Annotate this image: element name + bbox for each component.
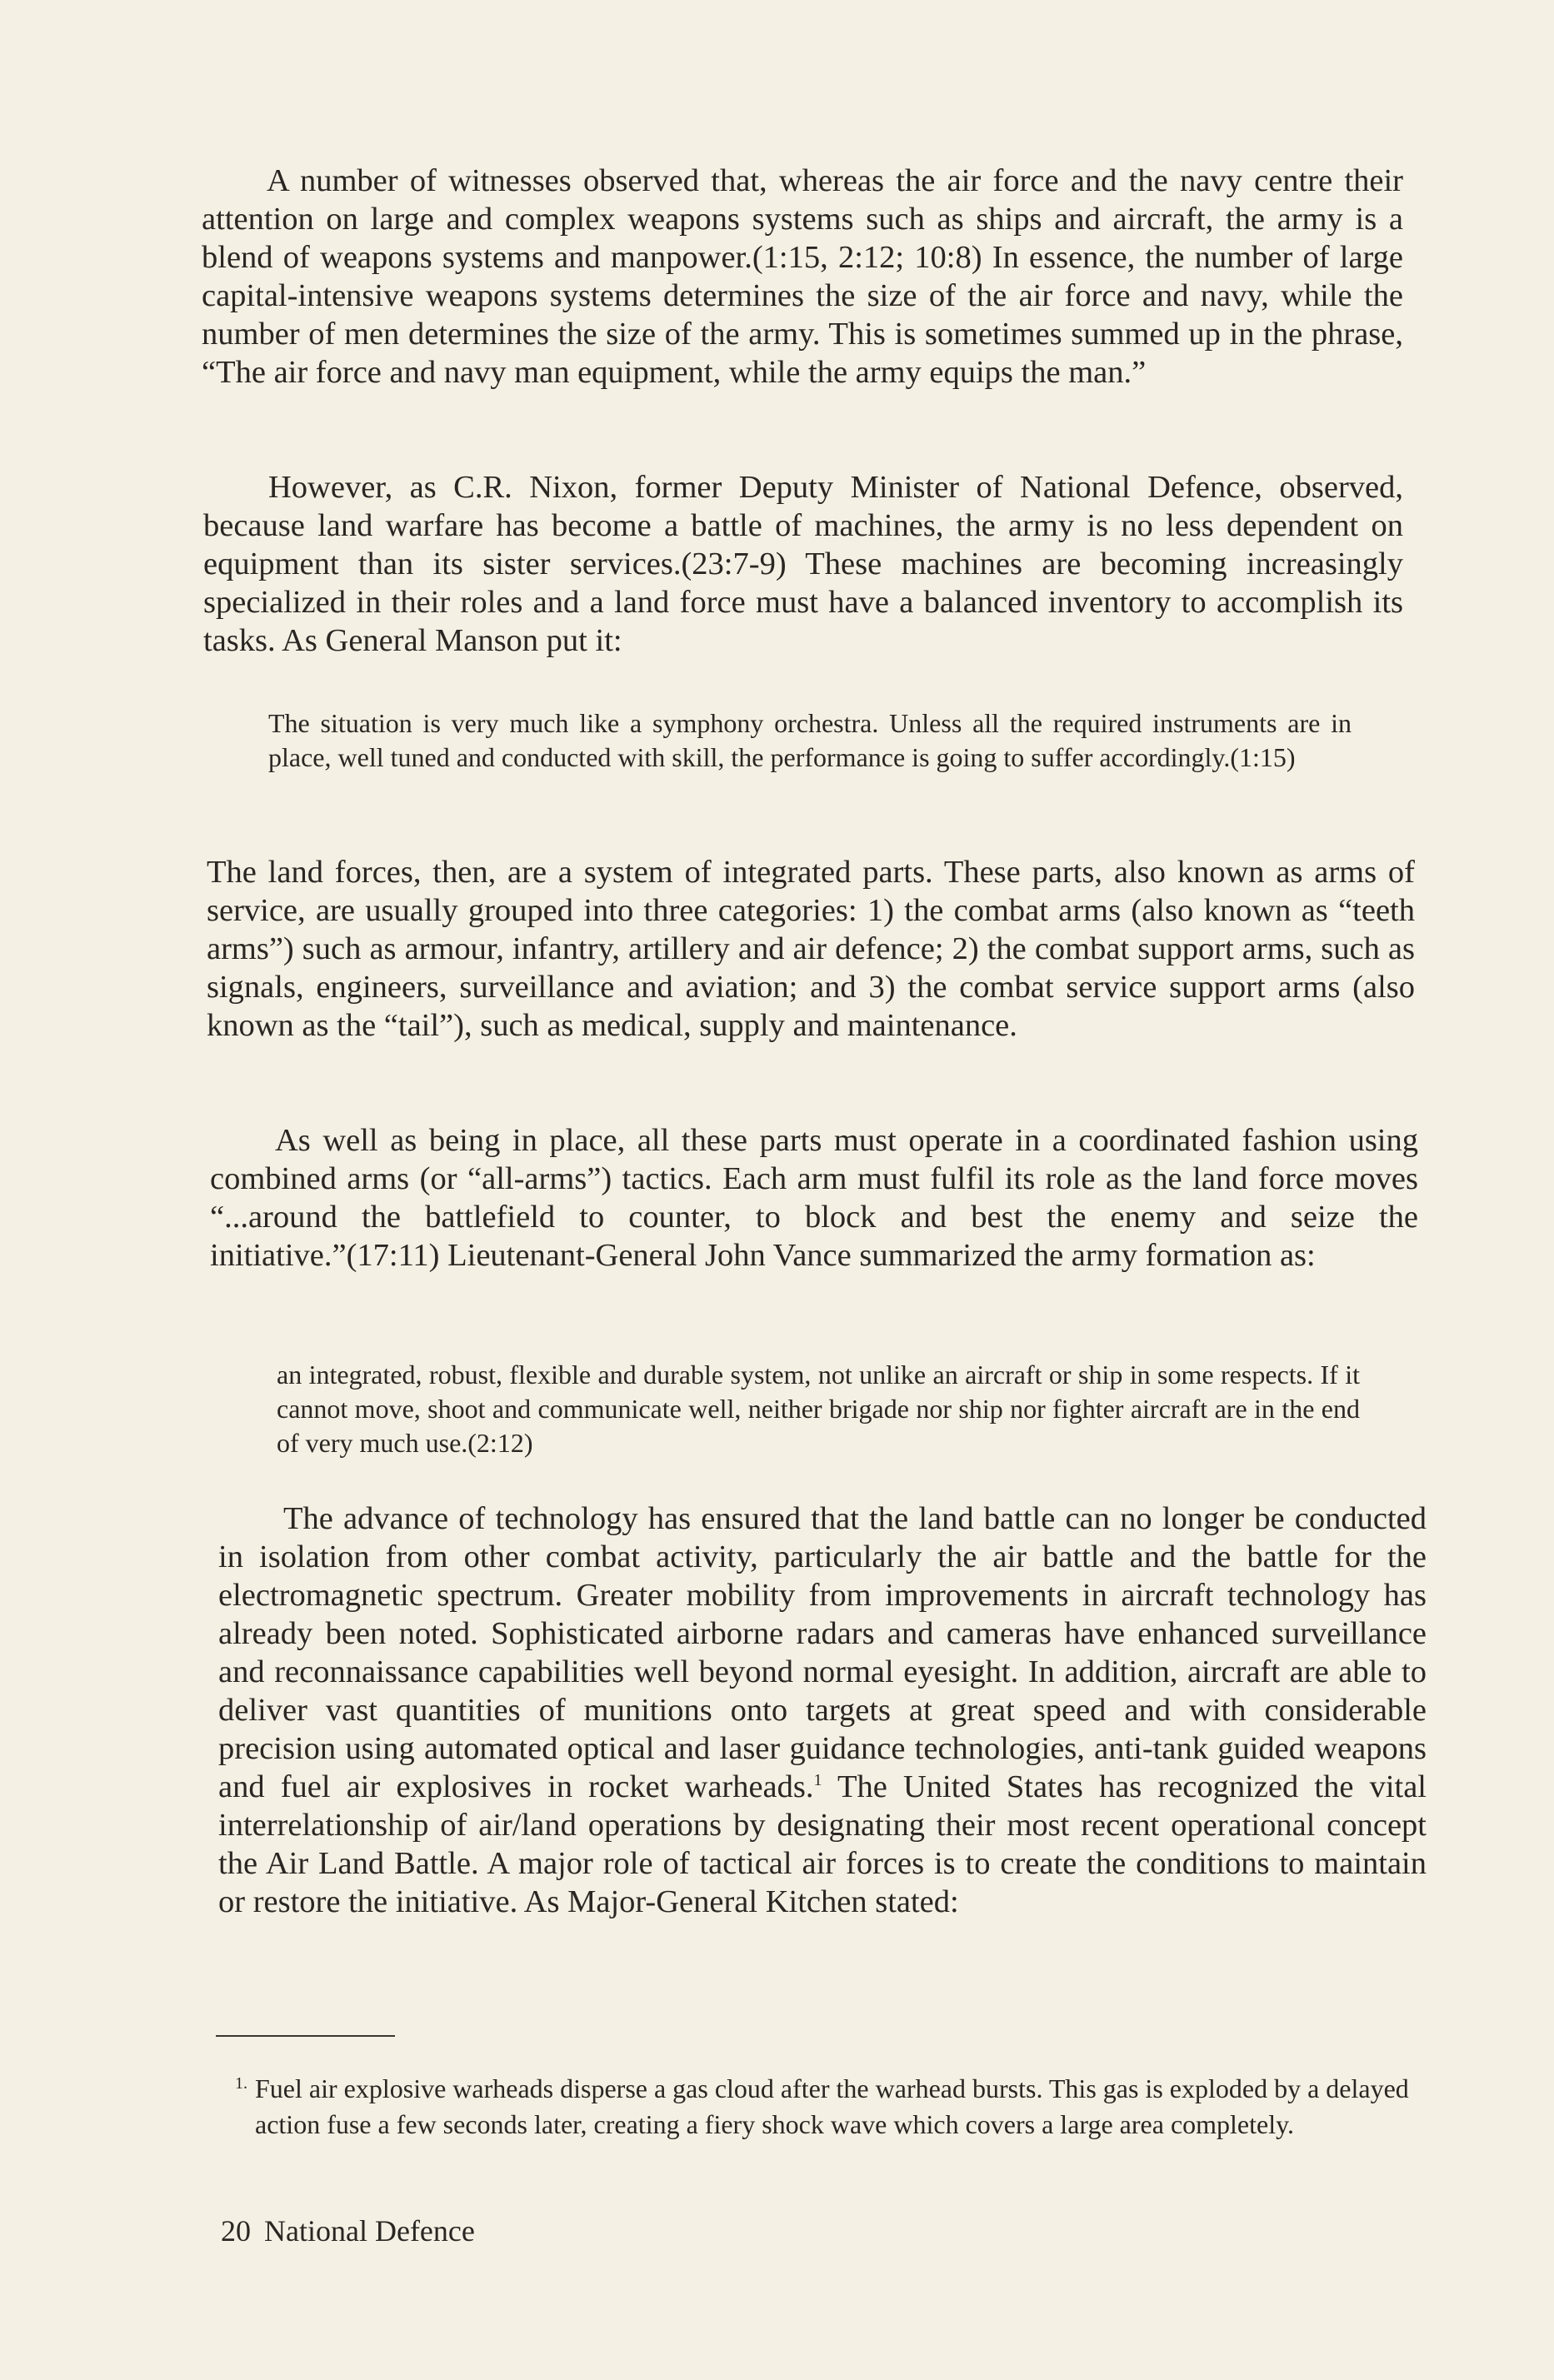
paragraph-technology-text-continued: The United States has recognized the vital interrelationship of air/land operations by designating their most recent operational concept the Air Land Battle. A major role of tactical air forces is to create the conditions to maintain or restore the initiative. As Major-General Kitchen stated: [218,1769,1427,1919]
footnote [235,2071,1430,2143]
paragraph-integrated-parts: The land forces, then, are a system of integrated parts. These parts, also known as arms of service, are usually grouped into three categories: 1) the combat arms (also known as “teeth arms”) such as armour, infantry, artillery and air defence; 2) the combat support arms, such as signals, engineers, surveillance and aviation; and 3) the combat service support arms (also known as the “tail”), such as medical, supply and maintenance. [207,855,1415,1043]
footnote-text: Fuel air explosive warheads disperse a gas cloud after the warhead bursts. This gas is exploded by a delayed action fuse a few seconds later, creating a fiery shock wave which covers a large area completely. [255,2073,1409,2139]
footnote-rule [216,2035,395,2037]
paragraph-technology-text: The advance of technology has ensured that the land battle can no longer be conducted in isolation from other combat activity, particularly the air battle and the battle for the electromagnetic spectrum. Greater mobility from improvements in aircraft technology has already been noted. Sophisticated airborne radars and cameras have enhanced surveillance and reconnaissance capabilities well beyond normal eyesight. In addition, aircraft are able to deliver vast quantities of munitions onto targets at great speed and with considerable precision using automated optical and laser guidance technologies, anti-tank guided weapons and fuel air explosives in rocket warheads. [218,1501,1427,1804]
publication-title: National Defence [264,2214,475,2248]
footnote-reference[interactable]: 1 [813,1771,822,1790]
paragraph-nixon: However, as C.R. Nixon, former Deputy Minister of National Defence, observed, because land warfare has become a battle of machines, the army is no less dependent on equipment than its sister services.(23:7-9) These machines are becoming increasingly specialized in their roles and a land force must have a balanced inventory to accomplish its tasks. As General Manson put it: [203,470,1403,658]
paragraph-combined-arms: As well as being in place, all these parts must operate in a coordinated fashion using combined arms (or “all-arms”) tactics. Each arm must fulfil its role as the land force moves “...around the battlefield to counter, to block and best the enemy and seize the initiative.”(17:11) Lieutenant-General John Vance summarized the army formation as: [210,1123,1418,1273]
paragraph-technology [218,1499,1427,1921]
page-number: 20 [221,2214,251,2248]
page-footer [221,2213,475,2249]
quote-manson: The situation is very much like a symphony orchestra. Unless all the required instruments are in place, well tuned and conducted with skill, the performance is going to suffer accordingly.(1:15) [268,708,1352,772]
paragraph-army-blend: A number of witnesses observed that, whereas the air force and the navy centre their attention on large and complex weapons systems such as ships and aircraft, the army is a blend of weapons systems and manpower.(1:15, 2:12; 10:8) In essence, the number of large capital-intensive weapons systems determines the size of the air force and navy, while the number of men determines the size of the army. This is sometimes summed up in the phrase, “The air force and navy man equipment, while the army equips the man.” [202,163,1403,390]
footnote-marker: 1. [235,2074,247,2093]
quote-vance: an integrated, robust, flexible and durable system, not unlike an aircraft or ship in some respects. If it cannot move, shoot and communicate well, neither brigade nor ship nor fighter aircraft are in the end of very much use.(2:12) [277,1360,1360,1458]
